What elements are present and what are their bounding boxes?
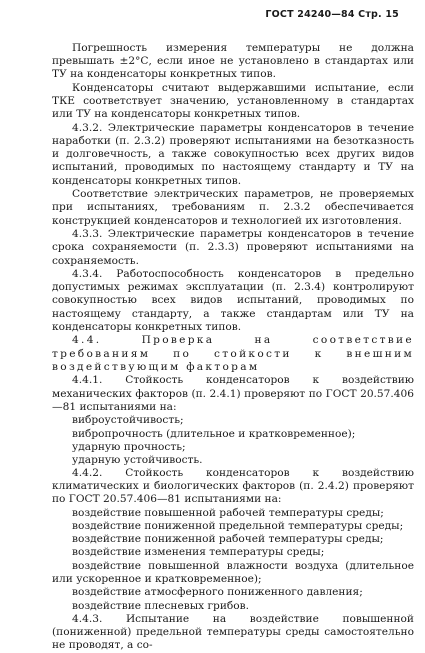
paragraph: Погрешность измерения температуры не должна превышать ±2°С, если иное не установлено в стандартах или ТУ на конденсаторы конкретных типов. — [52, 42, 414, 81]
list-item: ударную прочность; — [72, 440, 186, 453]
list-item: воздействие повышенной рабочей температуры среды; — [72, 506, 384, 519]
paragraph: Конденсаторы считают выдержавшими испытание, если ТКЕ соответствует значению, установленному в стандартах или ТУ на конденсаторы конкретных типов. — [52, 81, 414, 121]
list-item: воздействие пониженной рабочей температуры среды; — [72, 533, 384, 546]
list-item: воздействие повышенной влажности воздуха (длительное или ускоренное и кратковременное); — [52, 559, 414, 585]
list-item: воздействие изменения температуры среды; — [72, 546, 325, 559]
list-item: ударную устойчивость. — [72, 453, 203, 466]
document-body — [52, 42, 414, 653]
paragraph-4-4-2: 4.4.2. Стойкость конденсаторов к воздействию климатических и биологических факторов (п. 2.4.2) проверяют по ГОСТ 20.57.406—81 испытаниями на: — [52, 467, 414, 506]
section-heading: 4.4. Проверка на соответствие требованиям по стойкости к внешним воздействующим факторам — [52, 334, 414, 373]
paragraph-4-4-1: 4.4.1. Стойкость конденсаторов к воздействию механических факторов (п. 2.4.1) проверяют по ГОСТ 20.57.406—81 испытаниями на: — [52, 374, 414, 413]
paragraph: 4.3.2. Электрические параметры конденсаторов в течение наработки (п. 2.3.2) проверяют испытаниями на безотказность и долговечность, а также совокупностью всех других видов испытаний, проводимых по настоящему стандарту и ТУ на конденсаторы конкретных типов. — [52, 121, 414, 187]
page-header: ГОСТ 24240—84 Стр. 15 — [265, 9, 399, 20]
list-item: воздействие атмосферного пониженного давления; — [72, 586, 363, 599]
list-item: вибропрочность (длительное и кратковременное); — [72, 427, 356, 440]
paragraph: Соответствие электрических параметров, не проверяемых при испытаниях, требованиям п. 2.3.2 обеспечивается конструкцией конденсаторов и технологией их изготовления. — [52, 188, 414, 227]
paragraph: 4.3.4. Работоспособность конденсаторов в предельно допустимых режимах эксплуатации (п. 2.3.4) контролируют совокупностью всех видов испытаний, проводимых по настоящему стандарту, а также стандартам или ТУ на конденсаторы конкретных типов. — [52, 268, 414, 333]
list-item: воздействие плесневых грибов. — [72, 599, 249, 612]
list-item: воздействие пониженной предельной температуры среды; — [72, 520, 404, 533]
list-item: виброустойчивость; — [72, 414, 184, 427]
paragraph: 4.3.3. Электрические параметры конденсаторов в течение срока сохраняемости (п. 2.3.3) проверяют испытаниями на сохраняемость. — [52, 228, 414, 267]
paragraph-4-4-3: 4.4.3. Испытание на воздействие повышенной (пониженной) предельной температуры среды самостоятельно не проводят, а со- — [52, 612, 414, 652]
